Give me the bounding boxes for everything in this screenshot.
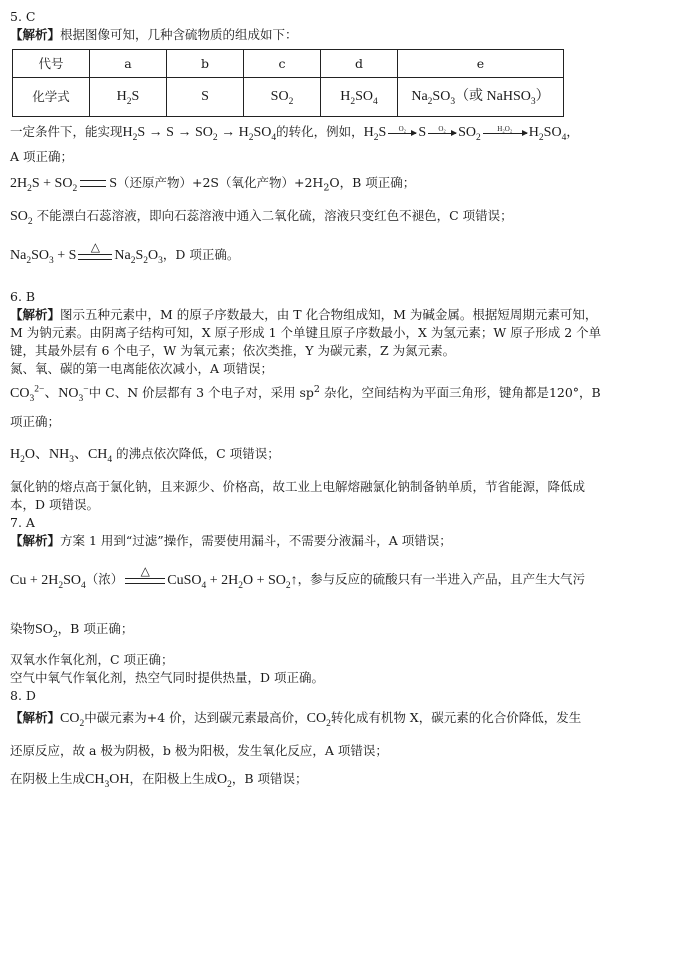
formula-cell-b: S: [167, 78, 244, 117]
q5-number: 5. C: [10, 9, 36, 24]
table-row-label: 化学式: [13, 78, 90, 117]
reaction-arrow: O₂: [388, 125, 416, 134]
sulfur-substance-table: [12, 49, 564, 117]
conversion-chain: $H_2S \to S \to SO_2 \to H_2SO_4$: [122, 125, 277, 143]
example-chain: $H_2S$ O₂ S O₂ $SO_2$ H₂O₂ $H_2SO_4$: [363, 125, 567, 143]
table-header-cell: e: [398, 50, 564, 78]
q5-option-d: $Na_2SO_3 + S$ △ $Na_2S_2O_3$，D 项正确。: [10, 240, 240, 267]
q6-option-a: 氮、氧、碳的第一电离能依次减小，A 项错误；: [10, 361, 274, 376]
q5-conversion-line: 一定条件下，能实现$H_2S \to S \to SO_2 \to H_2SO_4$的转化，例如，$H_2S$ O₂ S O₂ $SO_2$ H₂O₂ $H_2SO_4$，: [10, 124, 579, 143]
q5-option-a: A 项正确；: [10, 149, 74, 164]
q6-option-d: 氯化钠的熔点高于氯化钠，且来源少、价格高，故工业上电解熔融氯化钠制备钠单质，节省能源，降低成: [10, 479, 586, 494]
heating-triangle-icon: △: [140, 564, 150, 578]
q6-analysis-line3: 键，其最外层有 6 个电子，W 为氧元素；依次类推，Y 为碳元素，Z 为氮元素。: [10, 343, 456, 358]
heat-equals-sign: [125, 564, 165, 584]
q6-option-b: $CO_3^{2-}$、$NO_3^-$中 C、N 价层都有 3 个电子对，采用 $sp^2$ 杂化，空间结构为平面三角形，键角都是120°，B: [10, 383, 601, 404]
table-header-cell: c: [244, 50, 321, 78]
q6-analysis-line1: 【解析】图示五种元素中，M 的原子序数最大，由 T 化合物组成知，M 为碱金属。根据短周期元素可知，: [10, 307, 598, 322]
q5-analysis-tag: 【解析】: [10, 27, 61, 42]
equals-sign: [80, 180, 106, 187]
table-header-row: [13, 50, 564, 78]
q5-analysis-intro: 【解析】根据图像可知，几种含硫物质的组成如下：: [10, 27, 298, 42]
table-header-cell: 代号: [13, 50, 90, 78]
q7-number: 7. A: [10, 515, 35, 530]
table-row: [13, 78, 564, 117]
q6-option-b-cont: 项正确；: [10, 414, 61, 429]
q5-option-b: $2H_2S + SO_2$ S（还原产物）+2S（氧化产物）$+2H_2O$，B 项正确；: [10, 175, 416, 194]
q7-option-a: 【解析】方案 1 用到“过滤”操作，需要使用漏斗，不需要分液漏斗，A 项错误；: [10, 533, 452, 548]
heat-equals-sign: [78, 240, 112, 260]
q8-number: 8. D: [10, 688, 36, 703]
formula-cell-a: $H_2S$: [90, 78, 167, 117]
reaction-arrow: H₂O₂: [483, 125, 527, 134]
reaction-arrow: O₂: [428, 125, 456, 134]
q8-analysis-line1: 【解析】$CO_2$中碳元素为+4 价，达到碳元素最高价，$CO_2$转化成有机物 X，碳元素的化合价降低，发生: [10, 710, 582, 729]
q7-option-d: 空气中氧气作氧化剂，热空气同时提供热量，D 项正确。: [10, 670, 324, 685]
formula-cell-e: $Na_2SO_3$（或 NaHSO$_3$）: [398, 78, 564, 117]
q6-number: 6. B: [10, 289, 36, 304]
table-header-cell: b: [167, 50, 244, 78]
q6-option-d-cont: 本，D 项错误。: [10, 497, 99, 512]
q5-option-c: $SO_2$ 不能漂白石蕊溶液，即向石蕊溶液中通入二氧化硫，溶液只变红色不褪色，C 项错误；: [10, 208, 513, 227]
q7-option-b-cont: 染物$SO_2$，B 项正确；: [10, 621, 134, 640]
heating-triangle-icon: △: [90, 240, 101, 254]
q7-option-c: 双氧水作氧化剂，C 项正确；: [10, 652, 174, 667]
table-header-cell: d: [321, 50, 398, 78]
q8-option-b: 在阴极上生成$CH_3OH$，在阳极上生成$O_2$，B 项错误；: [10, 771, 308, 790]
q7-option-b: $Cu + 2H_2SO_4$（浓） △ CuSO$_4$ + $2H_2O$ + $SO_2↑$，参与反应的硫酸只有一半进入产品，且产生大气污: [10, 564, 586, 591]
q6-analysis-line2: M 为钠元素。由阴离子结构可知，X 原子形成 1 个单键且原子序数最小，X 为氢元素；W 原子形成 2 个单: [10, 325, 602, 340]
table-header-cell: a: [90, 50, 167, 78]
answer-page: [10, 6, 686, 789]
q6-option-c: $H_2O$、$NH_3$、$CH_4$ 的沸点依次降低，C 项错误；: [10, 446, 280, 465]
q8-option-a: 还原反应，故 a 极为阴极，b 极为阳极，发生氧化反应，A 项错误；: [10, 743, 388, 758]
formula-cell-c: $SO_2$: [244, 78, 321, 117]
formula-cell-d: $H_2SO_4$: [321, 78, 398, 117]
